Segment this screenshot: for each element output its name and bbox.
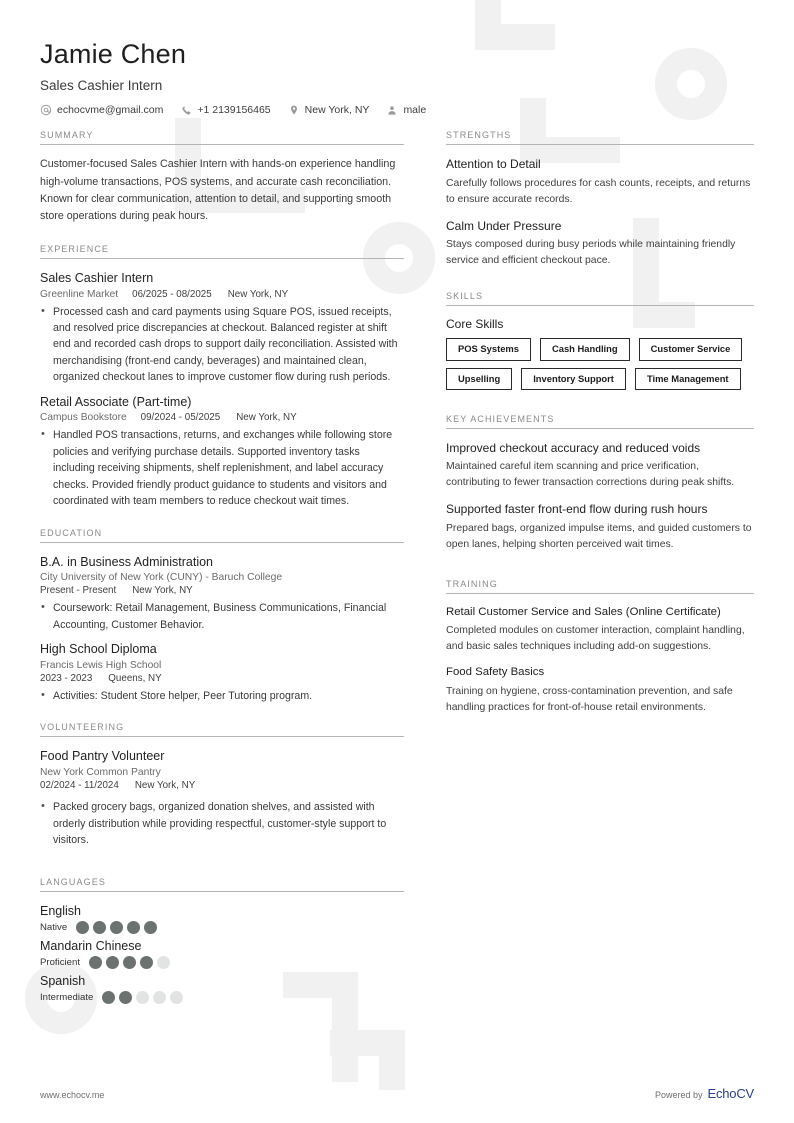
location-pin-icon bbox=[288, 104, 300, 116]
footer-powered-label: Powered by bbox=[654, 1090, 703, 1100]
at-sign-icon bbox=[40, 104, 52, 116]
entry-meta bbox=[40, 289, 404, 300]
language-level: Intermediate bbox=[40, 992, 94, 1004]
bullet-item: • Processed cash and card payments using Square POS, issued receipts, and resolved price discrepancies at checkout. Balanced register at shift end and recorded cash drops to support daily reconciliation. Assisted with merchandising (front-end candy, beverages) and maintained clean, organized checkout lanes to improve customer flow during rush periods. bbox=[40, 304, 404, 386]
section-experience bbox=[40, 244, 404, 510]
bullet-item: • Coursework: Retail Management, Business Communications, Financial Accounting, Customer Behavior. bbox=[40, 600, 404, 633]
entry-organization: Francis Lewis High School bbox=[40, 660, 162, 672]
contact-phone-value: +1 2139156465 bbox=[197, 104, 271, 117]
candidate-job-title: Sales Cashier Intern bbox=[40, 78, 163, 94]
person-icon bbox=[386, 104, 398, 116]
section-volunteering bbox=[40, 722, 404, 848]
entry-title: Retail Associate (Part-time) bbox=[40, 394, 192, 409]
entry-meta bbox=[40, 780, 404, 791]
experience-entry bbox=[40, 270, 404, 386]
rating-dot bbox=[153, 991, 166, 1004]
rating-dot bbox=[119, 991, 132, 1004]
resume-header bbox=[40, 38, 754, 116]
section-heading: VOLUNTEERING bbox=[40, 722, 125, 733]
entry-organization: City University of New York (CUNY) - Baruch College bbox=[40, 572, 283, 584]
contact-email-value: echocvme@gmail.com bbox=[57, 104, 164, 117]
rating-dot bbox=[76, 921, 89, 934]
entry-dates: 09/2024 - 05/2025 bbox=[140, 412, 221, 424]
rating-dot bbox=[157, 956, 170, 969]
section-training bbox=[446, 579, 754, 716]
section-key-achievements bbox=[446, 414, 754, 553]
section-divider bbox=[40, 736, 404, 737]
bullet-item: • Packed grocery bags, organized donation shelves, and assisted with orderly distribution while providing respectful, customer-style support to visitors. bbox=[40, 799, 404, 848]
strength-title: Attention to Detail bbox=[446, 157, 541, 172]
language-item bbox=[40, 903, 230, 934]
strength-item bbox=[446, 218, 754, 269]
entry-title: Food Pantry Volunteer bbox=[40, 749, 165, 764]
entry-title: B.A. in Business Administration bbox=[40, 554, 213, 569]
section-languages bbox=[40, 877, 404, 1009]
bullet-item: • Activities: Student Store helper, Peer Tutoring program. bbox=[40, 688, 404, 704]
language-rating-row bbox=[40, 991, 230, 1004]
language-level: Proficient bbox=[40, 957, 80, 969]
entry-location: Queens, NY bbox=[108, 673, 162, 685]
footer-brand-name: EchoCV bbox=[707, 1086, 754, 1101]
entry-title: High School Diploma bbox=[40, 642, 157, 657]
skill-tag[interactable]: Customer Service bbox=[639, 338, 743, 360]
achievement-description: Maintained careful item scanning and price verification, contributing to fewer transaction corrections during peak shifts. bbox=[446, 461, 735, 489]
skill-tag[interactable]: Cash Handling bbox=[540, 338, 630, 360]
contact-list bbox=[40, 104, 754, 116]
contact-location-value: New York, NY bbox=[304, 104, 370, 117]
resume-body bbox=[40, 130, 754, 1026]
skills-group-name: Core Skills bbox=[446, 317, 504, 332]
section-heading: EXPERIENCE bbox=[40, 243, 110, 254]
skill-tag[interactable]: Upselling bbox=[446, 368, 512, 390]
entry-location: New York, NY bbox=[132, 585, 193, 597]
language-item bbox=[40, 938, 230, 969]
rating-dot bbox=[136, 991, 149, 1004]
entry-organization: Greenline Market bbox=[40, 288, 119, 300]
section-summary bbox=[40, 130, 404, 225]
section-divider bbox=[40, 144, 404, 145]
rating-dot bbox=[144, 921, 157, 934]
entry-bullets bbox=[40, 304, 404, 386]
experience-entry bbox=[40, 394, 404, 510]
bullet-item: • Handled POS transactions, returns, and exchanges while following store policies and verifying purchase details. Supported inventory tasks including receiving shipments, shelf replenishment, and label accuracy checks. Provided friendly product guidance to students and visitors and coordinated with team members to reduce checkout wait times. bbox=[40, 427, 404, 509]
achievement-title: Supported faster front-end flow during rush hours bbox=[446, 502, 708, 517]
summary-text: Customer-focused Sales Cashier Intern with hands-on experience handling high-volume transactions, POS systems, and accurate cash reconciliation. Known for clear communication, attention to detail, and supporting smooth store operations during peak hours. bbox=[40, 158, 396, 223]
language-grid bbox=[40, 903, 404, 1009]
strength-description: Stays composed during busy periods while maintaining friendly service and efficient checkout pace. bbox=[446, 239, 736, 267]
section-heading: TRAINING bbox=[446, 578, 498, 589]
section-heading: KEY ACHIEVEMENTS bbox=[446, 413, 555, 424]
education-entry bbox=[40, 641, 404, 704]
training-item bbox=[446, 605, 754, 656]
candidate-name: Jamie Chen bbox=[40, 39, 187, 69]
language-rating-dots bbox=[89, 956, 170, 969]
entry-location: New York, NY bbox=[134, 780, 196, 792]
resume-footer bbox=[40, 1086, 754, 1101]
entry-location: New York, NY bbox=[227, 288, 289, 300]
section-heading: LANGUAGES bbox=[40, 876, 106, 887]
section-divider bbox=[446, 593, 754, 594]
rating-dot bbox=[110, 921, 123, 934]
entry-dates: Present - Present bbox=[40, 585, 117, 597]
footer-powered-by bbox=[655, 1086, 754, 1101]
section-divider bbox=[40, 258, 404, 259]
training-item bbox=[446, 665, 754, 716]
training-title: Retail Customer Service and Sales (Online Certificate) bbox=[446, 605, 721, 618]
footer-site-url[interactable]: www.echocv.me bbox=[40, 1090, 105, 1100]
entry-meta bbox=[40, 412, 404, 423]
rating-dot bbox=[89, 956, 102, 969]
language-name: Spanish bbox=[40, 974, 86, 989]
strength-title: Calm Under Pressure bbox=[446, 218, 562, 233]
rating-dot bbox=[170, 991, 183, 1004]
rating-dot bbox=[140, 956, 153, 969]
right-column bbox=[430, 130, 754, 734]
left-column bbox=[40, 130, 430, 1026]
language-name: English bbox=[40, 903, 81, 918]
entry-dates: 02/2024 - 11/2024 bbox=[40, 780, 119, 792]
rating-dot bbox=[106, 956, 119, 969]
entry-organization: New York Common Pantry bbox=[40, 767, 161, 779]
entry-organization: Campus Bookstore bbox=[40, 412, 127, 424]
education-entry bbox=[40, 554, 404, 634]
contact-location bbox=[288, 104, 370, 116]
language-rating-dots bbox=[102, 991, 183, 1004]
achievement-item bbox=[446, 440, 754, 491]
entry-bullets bbox=[40, 427, 404, 509]
contact-gender bbox=[386, 104, 426, 116]
contact-email[interactable] bbox=[40, 104, 163, 116]
language-rating-row bbox=[40, 956, 230, 969]
section-heading: SUMMARY bbox=[40, 130, 94, 141]
strength-item bbox=[446, 156, 754, 207]
training-description: Completed modules on customer interaction, complaint handling, and basic sales techniques including add-on suggestions. bbox=[446, 625, 745, 653]
training-description: Training on hygiene, cross-contamination prevention, and safe handling practices for front-of-house retail environments. bbox=[446, 685, 733, 713]
achievement-description: Prepared bags, organized impulse items, and guided customers to open lanes, helping shorten perceived wait times. bbox=[446, 522, 752, 550]
entry-bullets bbox=[40, 799, 404, 848]
language-level: Native bbox=[40, 921, 68, 933]
skill-tag[interactable]: Inventory Support bbox=[521, 368, 626, 390]
strength-description: Carefully follows procedures for cash counts, receipts, and returns to ensure accurate records. bbox=[446, 177, 751, 205]
rating-dot bbox=[102, 991, 115, 1004]
section-divider bbox=[446, 305, 754, 306]
section-divider bbox=[40, 542, 404, 543]
language-name: Mandarin Chinese bbox=[40, 938, 142, 953]
language-rating-row bbox=[40, 921, 230, 934]
language-item bbox=[40, 973, 230, 1004]
entry-bullets bbox=[40, 688, 404, 704]
section-heading: STRENGTHS bbox=[446, 130, 512, 141]
entry-dates: 06/2025 - 08/2025 bbox=[132, 288, 212, 300]
section-divider bbox=[446, 144, 754, 145]
language-rating-dots bbox=[76, 921, 157, 934]
section-heading: EDUCATION bbox=[40, 527, 103, 538]
skill-tag[interactable]: Time Management bbox=[635, 368, 741, 390]
rating-dot bbox=[127, 921, 140, 934]
section-divider bbox=[446, 428, 754, 429]
volunteering-entry bbox=[40, 748, 404, 848]
entry-dates: 2023 - 2023 bbox=[40, 673, 93, 685]
section-strengths bbox=[446, 130, 754, 269]
contact-gender-value: male bbox=[403, 104, 427, 117]
section-heading: SKILLS bbox=[446, 291, 484, 302]
skill-tag[interactable]: POS Systems bbox=[446, 338, 531, 360]
entry-location: New York, NY bbox=[236, 412, 297, 424]
training-title: Food Safety Basics bbox=[446, 666, 545, 679]
skill-tag-list bbox=[446, 338, 754, 390]
achievement-title: Improved checkout accuracy and reduced voids bbox=[446, 440, 701, 455]
entry-meta bbox=[40, 673, 404, 684]
phone-icon bbox=[180, 104, 192, 116]
section-skills bbox=[446, 291, 754, 390]
entry-bullets bbox=[40, 600, 404, 633]
entry-title: Sales Cashier Intern bbox=[40, 270, 154, 285]
rating-dot bbox=[93, 921, 106, 934]
rating-dot bbox=[123, 956, 136, 969]
contact-phone[interactable] bbox=[180, 104, 270, 116]
entry-meta bbox=[40, 585, 404, 596]
section-divider bbox=[40, 891, 404, 892]
section-education bbox=[40, 528, 404, 705]
achievement-item bbox=[446, 501, 754, 552]
